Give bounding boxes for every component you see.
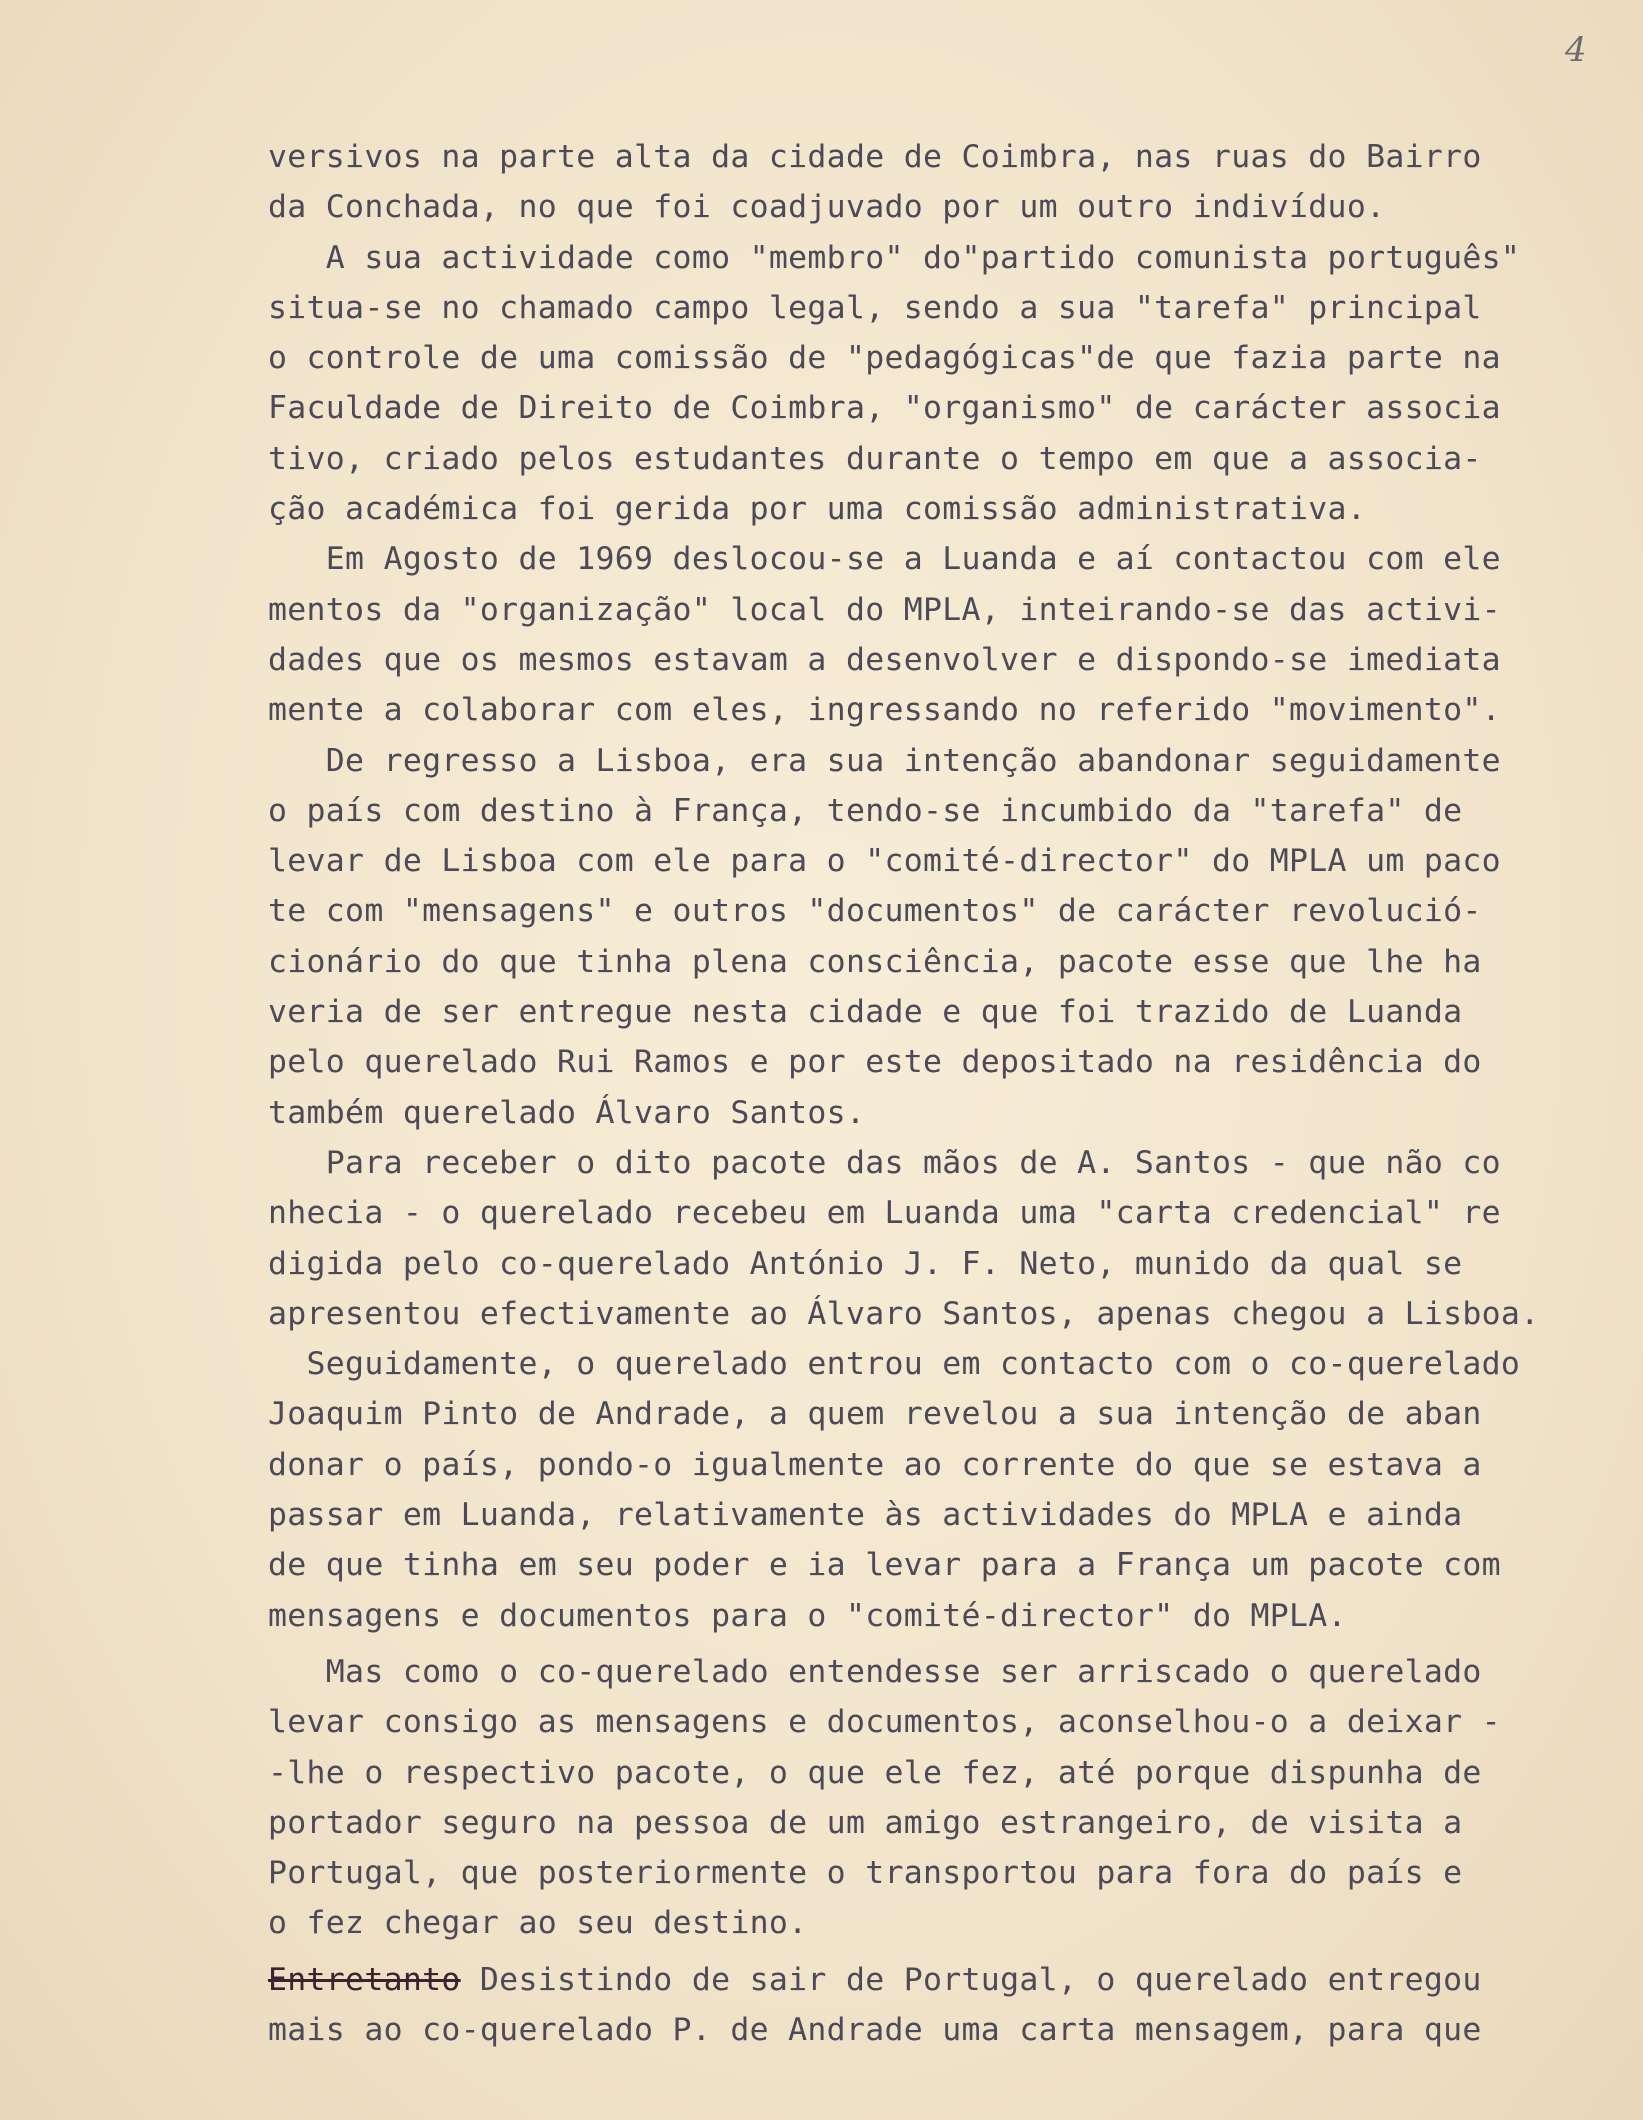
text-line: Para receber o dito pacote das mãos de A. Santos - que não co [268,1144,1501,1181]
text-line: também querelado Álvaro Santos. [268,1094,866,1131]
text-line: Seguidamente, o querelado entrou em contacto com o co-querelado [268,1346,1521,1383]
text-line: portador seguro na pessoa de um amigo estrangeiro, de visita a [268,1804,1463,1841]
text-line-with-strikeout [268,1955,1613,2005]
text-line: De regresso a Lisboa, era sua intenção abandonar seguidamente [268,742,1501,779]
text-line: Portugal, que posteriormente o transportou para fora do país e [268,1855,1463,1892]
text-line: de que tinha em seu poder e ia levar para a França um pacote com [268,1547,1501,1584]
text-line: Mas como o co-querelado entendesse ser arriscado o querelado [268,1653,1482,1690]
page-number: 4 [1565,30,1587,70]
text-line: nhecia - o querelado recebeu em Luanda uma "carta credencial" re [268,1195,1501,1232]
text-line: levar consigo as mensagens e documentos, aconselhou-o a deixar - [268,1704,1501,1741]
text-line: pelo querelado Rui Ramos e por este depositado na residência do [268,1044,1482,1081]
text-line: mente a colaborar com eles, ingressando no referido "movimento". [268,692,1501,729]
text-line: apresentou efectivamente ao Álvaro Santos, apenas chegou a Lisboa. [268,1295,1540,1332]
text-line: A sua actividade como "membro" do"partido comunista português" [268,239,1521,276]
text-line: donar o país, pondo-o igualmente ao corrente do que se estava a [268,1446,1482,1483]
text-line: mensagens e documentos para o "comité-director" do MPLA. [268,1597,1347,1634]
body-text [268,132,1613,2055]
text-line: Faculdade de Direito de Coimbra, "organismo" de carácter associa [268,390,1501,427]
text-line: tivo, criado pelos estudantes durante o tempo em que a associa- [268,440,1482,477]
text-line: mentos da "organização" local do MPLA, inteirando-se das activi- [268,591,1501,628]
text-line: da Conchada, no que foi coadjuvado por um outro indivíduo. [268,189,1386,226]
text-line: cionário do que tinha plena consciência, pacote esse que lhe ha [268,943,1482,980]
text-line: versivos na parte alta da cidade de Coimbra, nas ruas do Bairro [268,139,1482,175]
text-line: o país com destino à França, tendo-se incumbido da "tarefa" de [268,792,1463,829]
text-line: Joaquim Pinto de Andrade, a quem revelou a sua intenção de aban [268,1396,1482,1433]
text-line: mais ao co-querelado P. de Andrade uma carta mensagem, para que [268,2011,1482,2048]
text-line: -lhe o respectivo pacote, o que ele fez, até porque dispunha de [268,1754,1482,1791]
text-line: digida pelo co-querelado António J. F. Neto, munido da qual se [268,1245,1463,1282]
text-line-remainder: Desistindo de sair de Portugal, o querelado entregou [460,1961,1482,1998]
text-line: ção académica foi gerida por uma comissão administrativa. [268,491,1367,528]
text-line: te com "mensagens" e outros "documentos" de carácter revolució- [268,893,1482,930]
text-line: o controle de uma comissão de "pedagógicas"de que fazia parte na [268,340,1501,377]
struck-word: Entretanto [268,1961,461,1998]
text-line: levar de Lisboa com ele para o "comité-director" do MPLA um paco [268,843,1501,880]
text-line: o fez chegar ao seu destino. [268,1905,808,1942]
text-line: passar em Luanda, relativamente às actividades do MPLA e ainda [268,1497,1463,1534]
text-line: dades que os mesmos estavam a desenvolver e dispondo-se imediata [268,641,1501,678]
text-line: veria de ser entregue nesta cidade e que foi trazido de Luanda [268,994,1463,1031]
text-line: situa-se no chamado campo legal, sendo a sua "tarefa" principal [268,289,1482,326]
text-line: Em Agosto de 1969 deslocou-se a Luanda e aí contactou com ele [268,541,1501,578]
